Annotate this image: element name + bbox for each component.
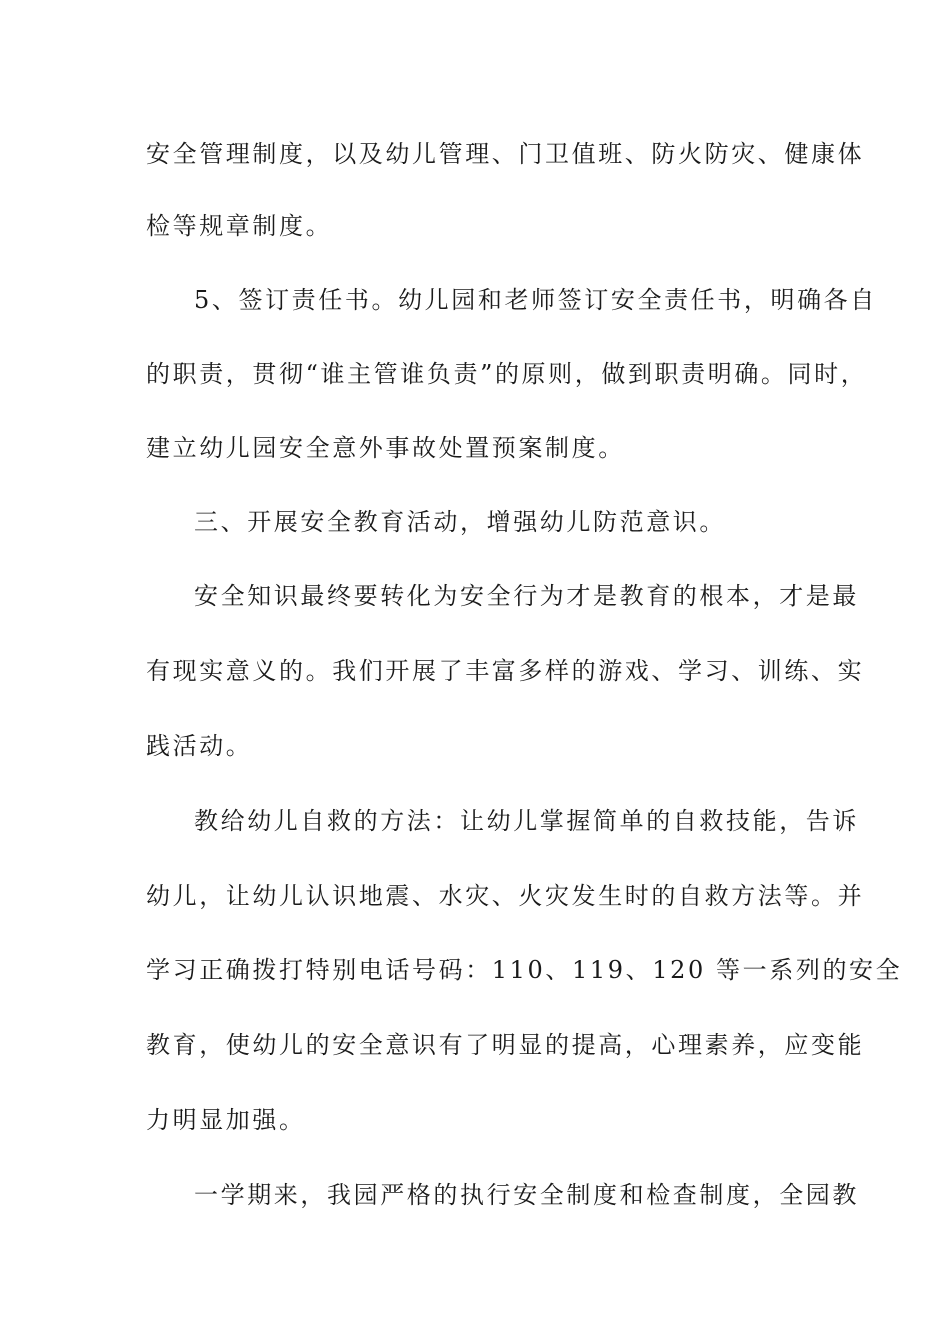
text-line: 幼儿，让幼儿认识地震、水灾、火灾发生时的自救方法等。并: [146, 882, 865, 910]
section-heading: 三、开展安全教育活动，增强幼儿防范意识。: [194, 508, 726, 536]
paragraph-first-line: 一学期来，我园严格的执行安全制度和检查制度，全园教: [194, 1181, 859, 1209]
paragraph-first-line: 5、签订责任书。幼儿园和老师签订安全责任书，明确各自: [194, 286, 877, 314]
text-line: 践活动。: [146, 732, 253, 760]
text-line: 学习正确拨打特别电话号码：110、119、120 等一系列的安全: [146, 956, 903, 984]
text-line: 的职责，贯彻“谁主管谁负责”的原则，做到职责明确。同时，: [146, 360, 868, 388]
paragraph-first-line: 教给幼儿自救的方法：让幼儿掌握简单的自救技能，告诉: [194, 807, 859, 835]
text-line: 教育，使幼儿的安全意识有了明显的提高，心理素养，应变能: [146, 1031, 865, 1059]
text-line: 建立幼儿园安全意外事故处置预案制度。: [146, 434, 625, 462]
text-line: 力明显加强。: [146, 1106, 306, 1134]
paragraph-first-line: 安全知识最终要转化为安全行为才是教育的根本，才是最: [194, 582, 859, 610]
text-line: 有现实意义的。我们开展了丰富多样的游戏、学习、训练、实: [146, 657, 865, 685]
text-line: 安全管理制度，以及幼儿管理、门卫值班、防火防灾、健康体: [146, 140, 865, 168]
text-line: 检等规章制度。: [146, 212, 333, 240]
